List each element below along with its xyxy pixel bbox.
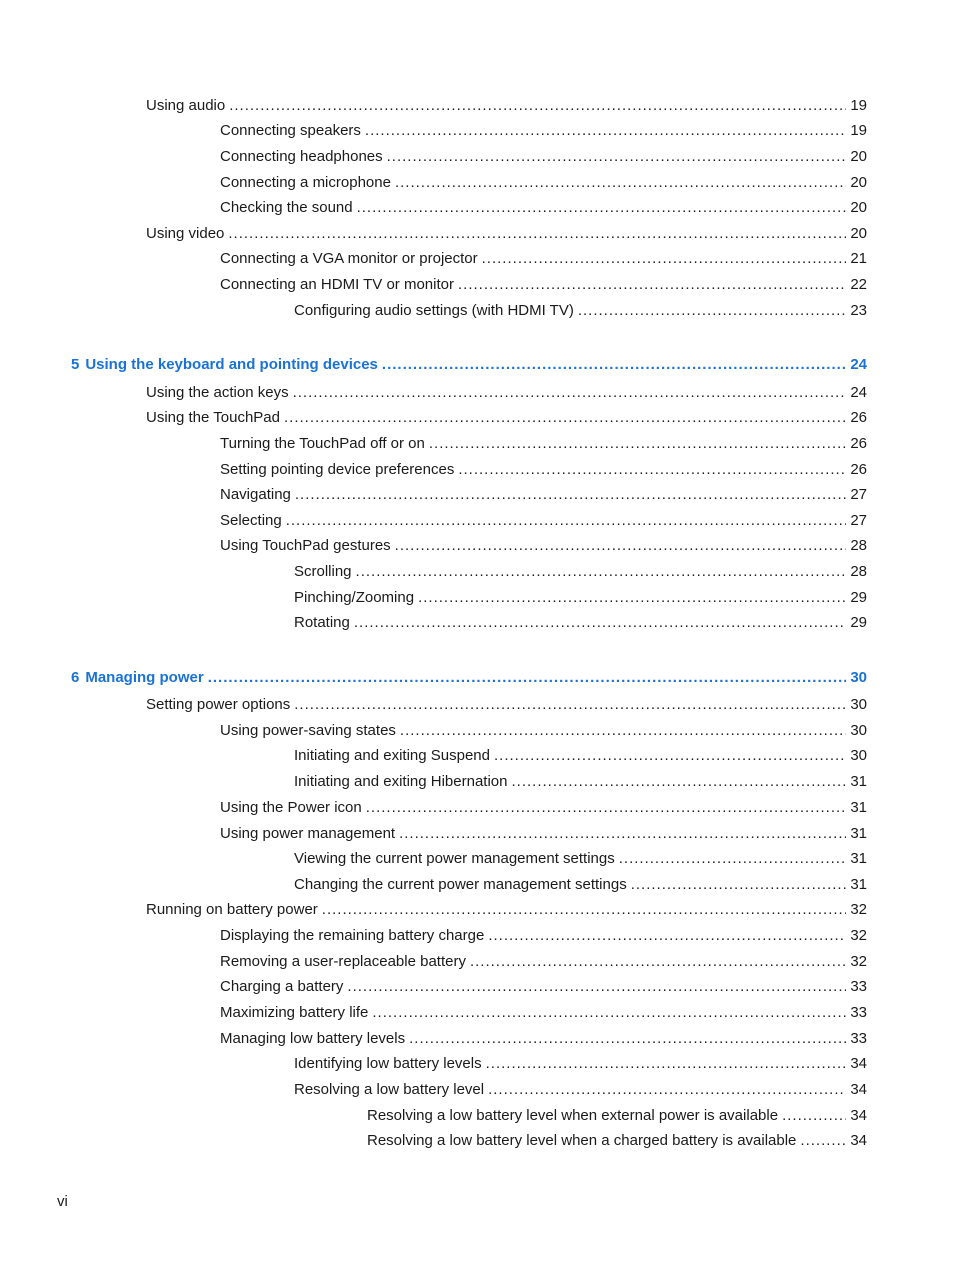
toc-chapter-label: Using the keyboard and pointing devices xyxy=(85,356,378,373)
toc-entry-label: Setting pointing device preferences xyxy=(220,461,455,478)
toc-entry-page: 24 xyxy=(850,384,867,401)
toc-entry-label: Identifying low battery levels xyxy=(294,1055,482,1072)
toc-entry-page: 32 xyxy=(850,927,867,944)
toc-entry[interactable] xyxy=(220,797,867,819)
toc-entry[interactable] xyxy=(146,407,867,429)
toc-entry-page: 30 xyxy=(850,747,867,764)
toc-entry-page: 20 xyxy=(850,225,867,242)
toc-entry[interactable] xyxy=(294,587,867,609)
dot-leader xyxy=(382,354,846,376)
toc-entry[interactable] xyxy=(220,484,867,506)
toc-entry[interactable] xyxy=(294,1053,867,1075)
toc-entry-label: Selecting xyxy=(220,512,282,529)
toc-entry-label: Pinching/Zooming xyxy=(294,589,415,606)
dot-leader xyxy=(293,382,847,404)
toc-entry-label: Using the action keys xyxy=(146,384,289,401)
toc-entry[interactable] xyxy=(146,899,867,921)
toc-entry-label: Checking the sound xyxy=(220,199,353,216)
toc-entry-label: Maximizing battery life xyxy=(220,1004,369,1021)
toc-entry-page: 20 xyxy=(850,148,867,165)
dot-leader xyxy=(400,720,846,742)
toc-entry-page: 19 xyxy=(850,122,867,139)
toc-entry-page: 20 xyxy=(850,174,867,191)
toc-entry[interactable] xyxy=(146,223,867,245)
toc-entry-page: 21 xyxy=(850,250,867,267)
toc-entry[interactable] xyxy=(294,745,867,767)
toc-entry[interactable] xyxy=(294,771,867,793)
toc-chapter-page: 24 xyxy=(850,356,867,373)
toc-entry[interactable] xyxy=(294,300,867,322)
dot-leader xyxy=(486,1053,847,1075)
toc-entry[interactable] xyxy=(367,1130,867,1152)
dot-leader xyxy=(482,248,847,270)
toc-entry[interactable] xyxy=(146,694,867,716)
toc-entry-page: 23 xyxy=(850,302,867,319)
dot-leader xyxy=(782,1105,846,1127)
dot-leader xyxy=(578,300,846,322)
dot-leader xyxy=(347,976,846,998)
chapter-number: 6 xyxy=(71,669,80,686)
toc-entry[interactable] xyxy=(220,146,867,168)
dot-leader xyxy=(409,1028,846,1050)
toc-entry-page: 20 xyxy=(850,199,867,216)
toc-entry[interactable] xyxy=(220,925,867,947)
toc-entry[interactable] xyxy=(294,874,867,896)
dot-leader xyxy=(357,197,847,219)
toc-entry[interactable] xyxy=(220,720,867,742)
toc-entry[interactable] xyxy=(220,433,867,455)
toc-entry-page: 30 xyxy=(850,722,867,739)
toc-entry[interactable] xyxy=(220,120,867,142)
dot-leader xyxy=(800,1130,846,1152)
toc-entry-label: Connecting a microphone xyxy=(220,174,391,191)
toc-entry-label: Using the TouchPad xyxy=(146,409,280,426)
toc-entry[interactable] xyxy=(294,1079,867,1101)
dot-leader xyxy=(458,274,846,296)
dot-leader xyxy=(286,510,847,532)
toc-entry-page: 31 xyxy=(850,850,867,867)
toc-entry-label: Connecting headphones xyxy=(220,148,383,165)
toc-entry-label: Displaying the remaining battery charge xyxy=(220,927,485,944)
toc-chapter-6[interactable] xyxy=(71,667,867,689)
toc-entry-label: Running on battery power xyxy=(146,901,318,918)
dot-leader xyxy=(356,561,847,583)
dot-leader xyxy=(458,459,846,481)
toc-entry-label: Using power management xyxy=(220,825,396,842)
dot-leader xyxy=(387,146,847,168)
toc-entry-label: Initiating and exiting Hibernation xyxy=(294,773,508,790)
toc-entry-page: 31 xyxy=(850,773,867,790)
toc-chapter-page: 30 xyxy=(850,669,867,686)
toc-entry[interactable] xyxy=(220,172,867,194)
toc-entry[interactable] xyxy=(294,561,867,583)
toc-entry-page: 31 xyxy=(850,799,867,816)
dot-leader xyxy=(631,874,847,896)
toc-entry-page: 27 xyxy=(850,512,867,529)
dot-leader xyxy=(354,612,846,634)
toc-entry[interactable] xyxy=(220,1002,867,1024)
dot-leader xyxy=(429,433,846,455)
toc-entry-label: Viewing the current power management settings xyxy=(294,850,615,867)
toc-entry-label: Connecting a VGA monitor or projector xyxy=(220,250,478,267)
toc-entry-label: Removing a user-replaceable battery xyxy=(220,953,466,970)
toc-entry[interactable] xyxy=(220,248,867,270)
toc-entry-page: 34 xyxy=(850,1081,867,1098)
toc-entry-label: Setting power options xyxy=(146,696,291,713)
toc-entry[interactable] xyxy=(220,197,867,219)
toc-chapter-label: Managing power xyxy=(85,669,204,686)
toc-entry-label: Resolving a low battery level xyxy=(294,1081,485,1098)
toc-entry-label: Using video xyxy=(146,225,225,242)
dot-leader xyxy=(511,771,846,793)
toc-entry[interactable] xyxy=(294,612,867,634)
dot-leader xyxy=(418,587,846,609)
toc-entry-label: Changing the current power management settings xyxy=(294,876,627,893)
toc-entry[interactable] xyxy=(220,976,867,998)
toc-entry[interactable] xyxy=(220,274,867,296)
toc-entry-page: 33 xyxy=(850,1004,867,1021)
toc-entry-label: Turning the TouchPad off or on xyxy=(220,435,425,452)
toc-entry[interactable] xyxy=(220,1028,867,1050)
dot-leader xyxy=(494,745,846,767)
toc-entry[interactable] xyxy=(220,823,867,845)
dot-leader xyxy=(295,484,846,506)
toc-entry-page: 19 xyxy=(850,97,867,114)
toc-entry-page: 28 xyxy=(850,563,867,580)
toc-entry-page: 28 xyxy=(850,537,867,554)
toc-entry[interactable] xyxy=(220,535,867,557)
toc-entry-page: 32 xyxy=(850,901,867,918)
toc-entry[interactable] xyxy=(146,95,867,117)
toc-entry[interactable] xyxy=(220,459,867,481)
dot-leader xyxy=(395,172,846,194)
dot-leader xyxy=(619,848,847,870)
toc-entry[interactable] xyxy=(220,951,867,973)
chapter-number: 5 xyxy=(71,356,80,373)
dot-leader xyxy=(372,1002,846,1024)
toc-entry[interactable] xyxy=(146,382,867,404)
toc-entry-page: 34 xyxy=(850,1055,867,1072)
dot-leader xyxy=(470,951,846,973)
toc-entry-label: Scrolling xyxy=(294,563,352,580)
toc-entry-page: 22 xyxy=(850,276,867,293)
toc-entry-page: 34 xyxy=(850,1132,867,1149)
toc-entry-page: 29 xyxy=(850,614,867,631)
dot-leader xyxy=(395,535,847,557)
toc-entry[interactable] xyxy=(294,848,867,870)
dot-leader xyxy=(294,694,846,716)
toc-entry-page: 32 xyxy=(850,953,867,970)
toc-entry-label: Navigating xyxy=(220,486,291,503)
toc-entry-label: Using power-saving states xyxy=(220,722,396,739)
toc-entry-page: 33 xyxy=(850,1030,867,1047)
toc-entry-label: Rotating xyxy=(294,614,350,631)
toc-chapter-5[interactable] xyxy=(71,354,867,376)
toc-entry-page: 26 xyxy=(850,435,867,452)
toc-entry-label: Connecting speakers xyxy=(220,122,361,139)
dot-leader xyxy=(399,823,846,845)
toc-entry-label: Connecting an HDMI TV or monitor xyxy=(220,276,454,293)
toc-entry-label: Using TouchPad gestures xyxy=(220,537,391,554)
dot-leader xyxy=(365,120,846,142)
toc-entry-label: Configuring audio settings (with HDMI TV) xyxy=(294,302,574,319)
dot-leader xyxy=(366,797,847,819)
toc-entry-page: 31 xyxy=(850,825,867,842)
toc-entry-label: Resolving a low battery level when external power is available xyxy=(367,1107,779,1124)
toc-entry-label: Initiating and exiting Suspend xyxy=(294,747,490,764)
dot-leader xyxy=(284,407,846,429)
dot-leader xyxy=(488,1079,846,1101)
toc-entry-page: 26 xyxy=(850,409,867,426)
toc-entry-page: 27 xyxy=(850,486,867,503)
toc-entry-page: 34 xyxy=(850,1107,867,1124)
toc-entry[interactable] xyxy=(367,1105,867,1127)
page-number-footer: vi xyxy=(57,1193,68,1210)
dot-leader xyxy=(322,899,847,921)
dot-leader xyxy=(208,667,847,689)
toc-entry-page: 30 xyxy=(850,696,867,713)
toc-entry-label: Charging a battery xyxy=(220,978,344,995)
toc-entry-page: 26 xyxy=(850,461,867,478)
dot-leader xyxy=(228,223,846,245)
toc-entry-label: Resolving a low battery level when a charged battery is available xyxy=(367,1132,797,1149)
dot-leader xyxy=(229,95,846,117)
toc-entry-label: Using the Power icon xyxy=(220,799,362,816)
toc-entry-page: 31 xyxy=(850,876,867,893)
toc-entry-label: Using audio xyxy=(146,97,226,114)
toc-entry-label: Managing low battery levels xyxy=(220,1030,406,1047)
toc-entry-page: 29 xyxy=(850,589,867,606)
toc-entry[interactable] xyxy=(220,510,867,532)
dot-leader xyxy=(488,925,846,947)
toc-entry-page: 33 xyxy=(850,978,867,995)
